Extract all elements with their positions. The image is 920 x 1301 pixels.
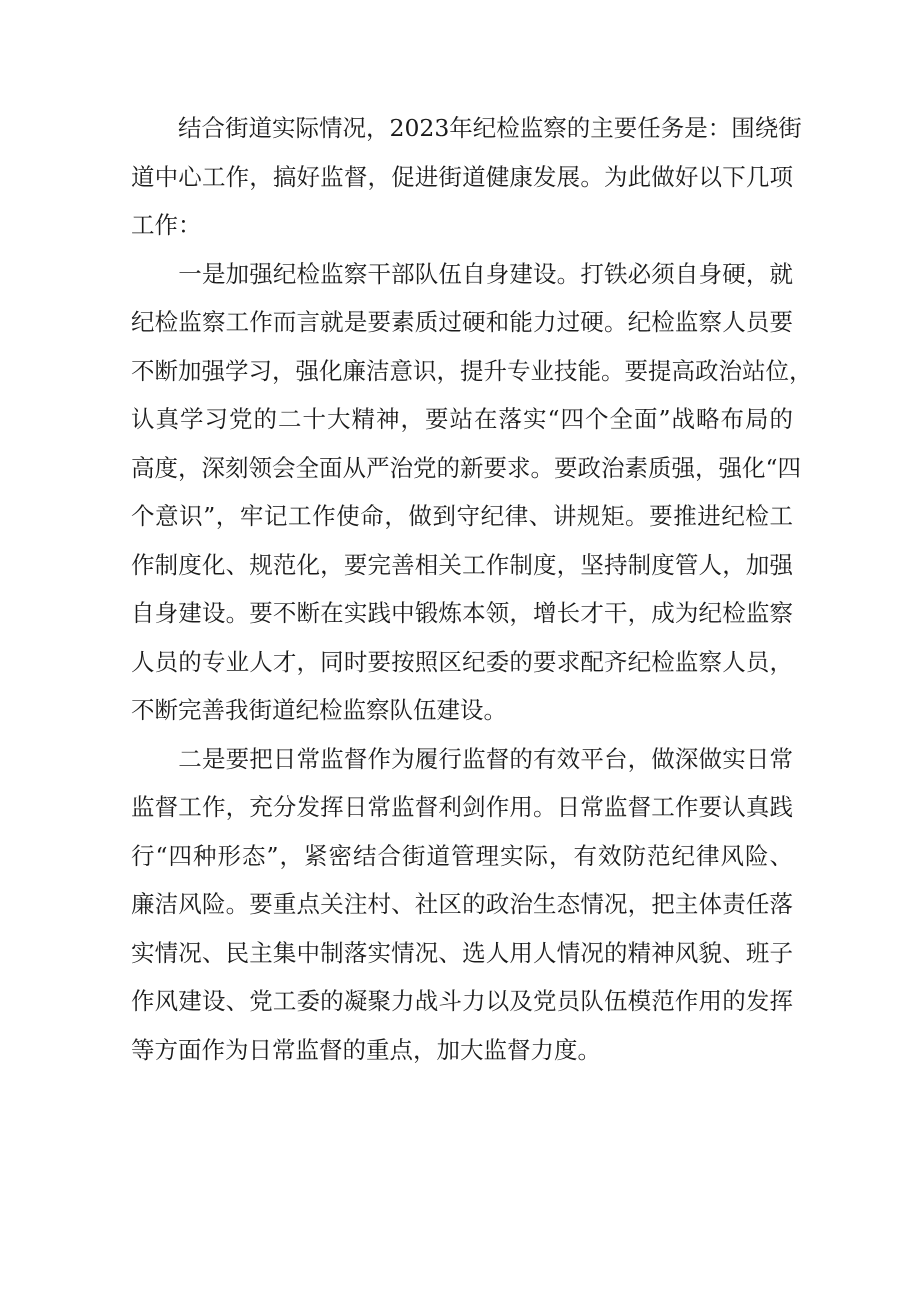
text-line: 认真学习党的二十大精神，要站在落实“四个全面”战略布局的 [131, 405, 793, 433]
paragraph-intro [131, 104, 802, 250]
text-line: 工作： [131, 211, 202, 239]
text-line: 作制度化、规范化，要完善相关工作制度，坚持制度管人，加强 [131, 550, 793, 579]
text-line: 实情况、民主集中制落实情况、选人用人情况的精神风貌、班子 [131, 938, 793, 967]
paragraph-point-two [131, 735, 793, 1075]
text-line: 作风建设、党工委的凝聚力战斗力以及党员队伍模范作用的发挥 [131, 987, 793, 1015]
text-line: 等方面作为日常监督的重点，加大监督力度。 [131, 1035, 601, 1064]
text-line: 行“四种形态”，紧密结合街道管理实际，有效防范纪律风险、 [131, 841, 793, 870]
text-line: 监督工作，充分发挥日常监督利剑作用。日常监督工作要认真践 [131, 793, 793, 821]
text-line: 不断加强学习，强化廉洁意识，提升专业技能。要提高政治站位， [131, 356, 813, 385]
text-line: 高度，深刻领会全面从严治党的新要求。要政治素质强，强化“四 [131, 453, 802, 482]
text-line: 自身建设。要不断在实践中锻炼本领，增长才干，成为纪检监察 [131, 599, 793, 627]
text-line: 不断完善我街道纪检监察队伍建设。 [131, 696, 507, 724]
text-line: 人员的专业人才，同时要按照区纪委的要求配齐纪检监察人员， [131, 647, 793, 676]
text-line: 纪检监察工作而言就是要素质过硬和能力过硬。纪检监察人员要 [131, 308, 793, 336]
text-line: 一是加强纪检监察干部队伍自身建设。打铁必须自身硬，就 [131, 259, 793, 288]
text-line: 二是要把日常监督作为履行监督的有效平台，做深做实日常 [131, 744, 793, 773]
text-line: 道中心工作，搞好监督，促进街道健康发展。为此做好以下几项 [131, 162, 793, 191]
text-line: 廉洁风险。要重点关注村、社区的政治生态情况，把主体责任落 [131, 890, 793, 918]
document-body [131, 104, 813, 1074]
paragraph-point-one [131, 250, 813, 735]
text-line: 个意识”，牢记工作使命，做到守纪律、讲规矩。要推进纪检工 [131, 502, 793, 530]
text-line: 结合街道实际情况，2023年纪检监察的主要任务是：围绕街 [131, 114, 802, 142]
